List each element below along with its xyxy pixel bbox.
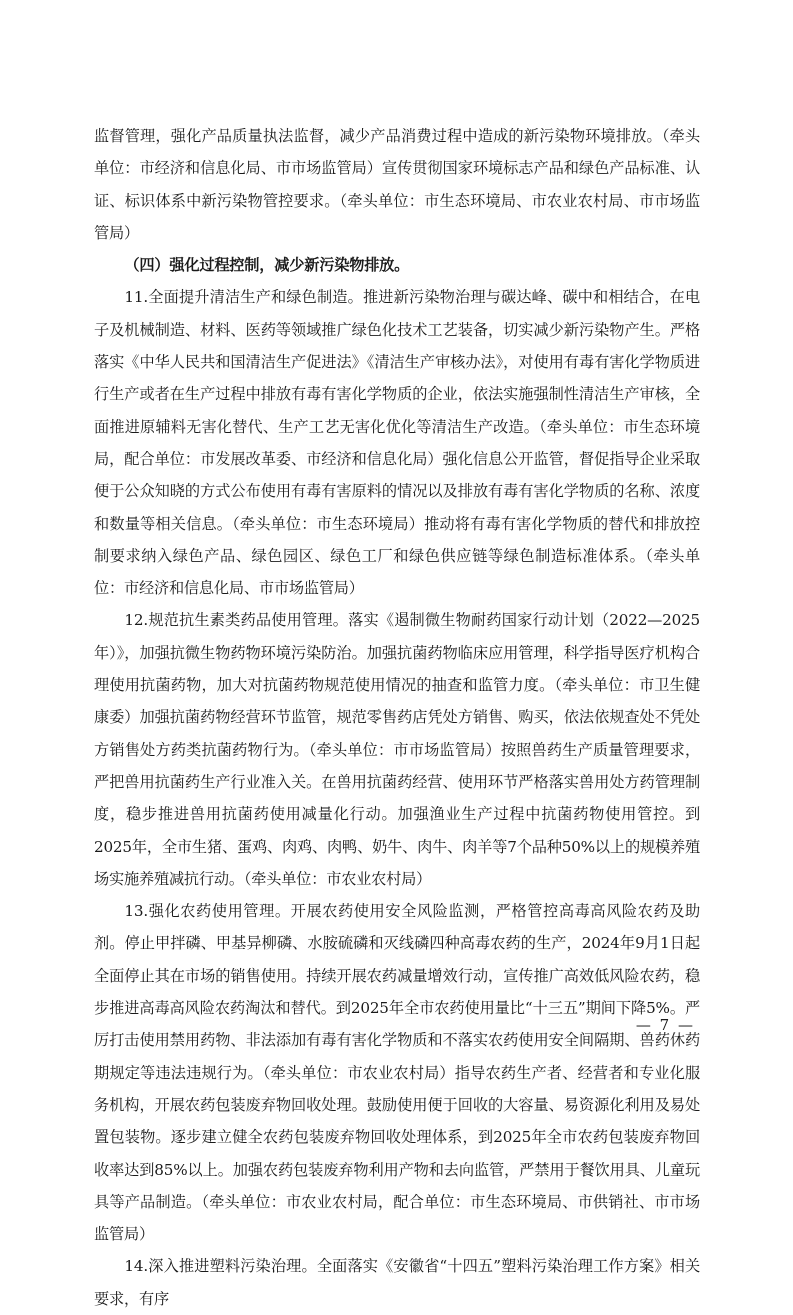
paragraph-item-13: 13.强化农药使用管理。开展农药使用安全风险监测，严格管控高毒高风险农药及助剂。停止甲拌磷、甲基异柳磷、水胺硫磷和灭线磷四种高毒农药的生产，2024年9月1日起全面停止其在市场的销售使用。持续开展农药减量增效行动，宣传推广高效低风险农药，稳步推进高毒高风险农药淘汰和替代。到2025年全市农药使用量比“十三五”期间下降5%。严厉打击使用禁用药物、非法添加有毒有害化学物质和不落实农药使用安全间隔期、兽药休药期规定等违法违规行为。（牵头单位：市农业农村局）指导农药生产者、经营者和专业化服务机构，开展农药包装废弃物回收处理。鼓励使用便于回收的大容量、易资源化利用及易处置包装物。逐步建立健全农药包装废弃物回收处理体系，到2025年全市农药包装废弃物回收率达到85%以上。加强农药包装废弃物利用产物和去向监管，严禁用于餐饮用具、儿童玩具等产品制造。（牵头单位：市农业农村局，配合单位：市生态环境局、市供销社、市市场监管局） <box>94 902 700 1244</box>
paragraph-item-12: 12.规范抗生素类药品使用管理。落实《遏制微生物耐药国家行动计划（2022—2025年）》，加强抗微生物药物环境污染防治。加强抗菌药物临床应用管理，科学指导医疗机构合理使用抗菌药物，加大对抗菌药物规范使用情况的抽查和监管力度。（牵头单位：市卫生健康委）加强抗菌药物经营环节监管，规范零售药店凭处方销售、购买，依法依规查处不凭处方销售处方药类抗菌药物行为。（牵头单位：市市场监管局）按照兽药生产质量管理要求，严把兽用抗菌药生产行业准入关。在兽用抗菌药经营、使用环节严格落实兽用处方药管理制度，稳步推进兽用抗菌药使用减量化行动。加强渔业生产过程中抗菌药物使用管控。到2025年，全市生猪、蛋鸡、肉鸡、肉鸭、奶牛、肉牛、肉羊等7个品种50%以上的规模养殖场实施养殖减抗行动。（牵头单位：市农业农村局） <box>94 611 700 888</box>
paragraph-continuation: 监督管理，强化产品质量执法监督，减少产品消费过程中造成的新污染物环境排放。（牵头单位：市经济和信息化局、市市场监管局）宣传贯彻国家环境标志产品和绿色产品标准、认证、标识体系中新污染物管控要求。（牵头单位：市生态环境局、市农业农村局、市市场监管局） <box>94 127 700 242</box>
document-body <box>94 120 700 1315</box>
section-heading: （四）强化过程控制，减少新污染物排放。 <box>124 256 410 275</box>
paragraph-item-14: 14.深入推进塑料污染治理。全面落实《安徽省“十四五”塑料污染治理工作方案》相关要求，有序 <box>94 1257 700 1308</box>
paragraph-item-11: 11.全面提升清洁生产和绿色制造。推进新污染物治理与碳达峰、碳中和相结合，在电子及机械制造、材料、医药等领域推广绿色化技术工艺装备，切实减少新污染物产生。严格落实《中华人民共和国清洁生产促进法》《清洁生产审核办法》，对使用有毒有害化学物质进行生产或者在生产过程中排放有毒有害化学物质的企业，依法实施强制性清洁生产审核，全面推进原辅料无害化替代、生产工艺无害化优化等清洁生产改造。（牵头单位：市生态环境局，配合单位：市发展改革委、市经济和信息化局）强化信息公开监管，督促指导企业采取便于公众知晓的方式公布使用有毒有害原料的情况以及排放有毒有害化学物质的名称、浓度和数量等相关信息。（牵头单位：市生态环境局）推动将有毒有害化学物质的替代和排放控制要求纳入绿色产品、绿色园区、绿色工厂和绿色供应链等绿色制造标准体系。（牵头单位：市经济和信息化局、市市场监管局） <box>94 288 700 598</box>
page-number: — 7 — <box>635 1016 695 1034</box>
